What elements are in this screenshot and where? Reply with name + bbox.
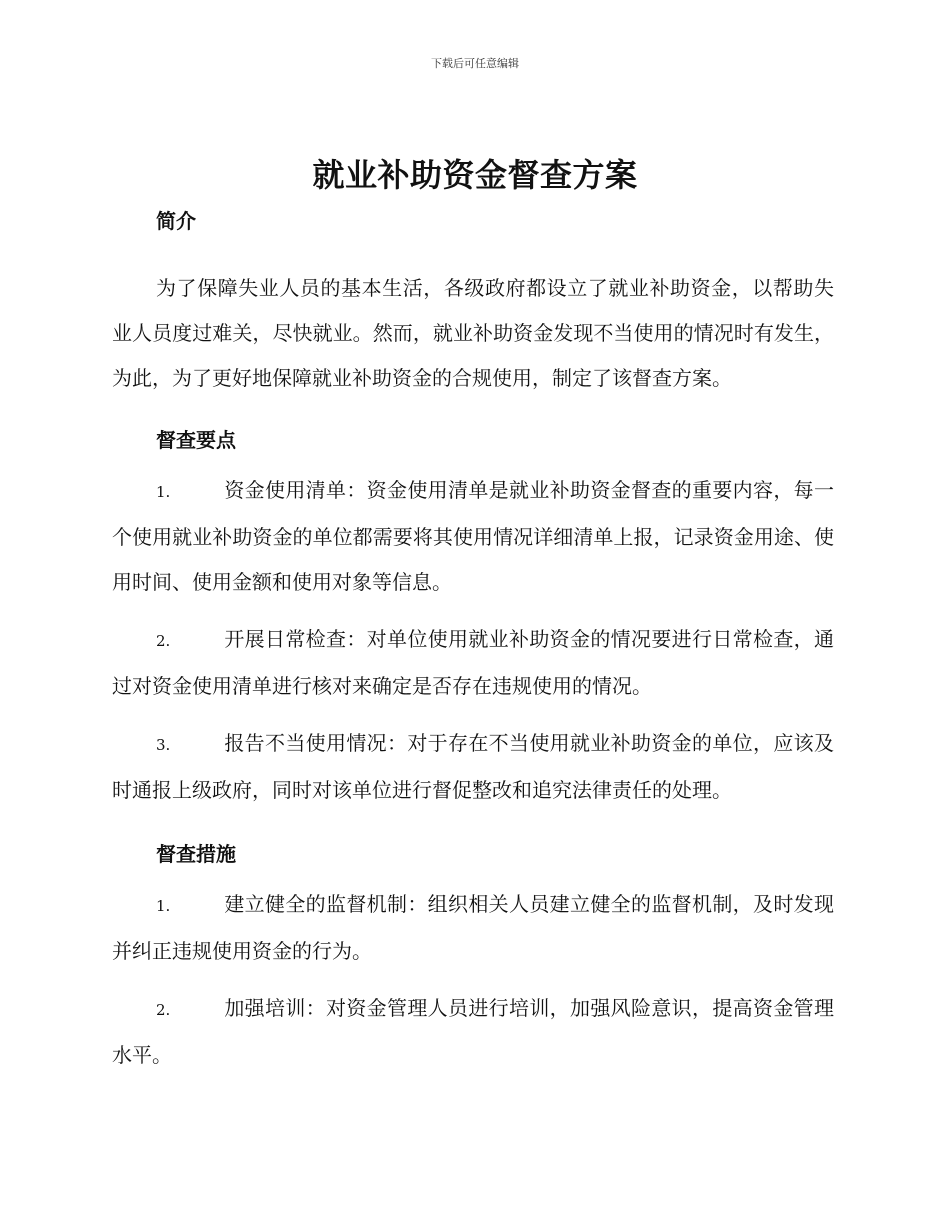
item-number: 3. xyxy=(156,736,171,754)
section-heading-intro: 简介 xyxy=(156,209,196,233)
item-text: 加强培训：对资金管理人员进行培训，加强风险意识，提高资金管理水平。 xyxy=(112,996,834,1067)
item-text: 报告不当使用情况：对于存在不当使用就业补助资金的单位，应该及时通报上级政府，同时对该单位进行督促整改和追究法律责任的处理。 xyxy=(112,731,834,802)
item-number: 2. xyxy=(156,1001,171,1019)
item-text: 开展日常检查：对单位使用就业补助资金的情况要进行日常检查，通过对资金使用清单进行核对来确定是否存在违规使用的情况。 xyxy=(112,627,834,698)
measure-item xyxy=(112,882,834,974)
section-heading-measures: 督查措施 xyxy=(156,842,236,866)
section-heading-key-points: 督查要点 xyxy=(156,428,236,452)
item-text: 资金使用清单：资金使用清单是就业补助资金督查的重要内容，每一个使用就业补助资金的单位都需要将其使用情况详细清单上报，记录资金用途、使用时间、使用金额和使用对象等信息。 xyxy=(112,478,834,594)
key-point-item xyxy=(112,721,834,813)
measure-item xyxy=(112,986,834,1078)
item-text: 建立健全的监督机制：组织相关人员建立健全的监督机制，及时发现并纠正违规使用资金的行为。 xyxy=(112,892,834,963)
key-point-item xyxy=(112,617,834,709)
item-number: 1. xyxy=(156,897,171,915)
key-point-item xyxy=(112,468,834,605)
intro-paragraph: 为了保障失业人员的基本生活，各级政府都设立了就业补助资金，以帮助失业人员度过难关，尽快就业。然而，就业补助资金发现不当使用的情况时有发生，为此，为了更好地保障就业补助资金的合规使用，制定了该督查方案。 xyxy=(112,276,834,390)
document-title: 就业补助资金督查方案 xyxy=(312,156,638,194)
header-note: 下载后可任意编辑 xyxy=(431,57,519,70)
item-number: 1. xyxy=(156,483,171,501)
document-body xyxy=(112,205,834,1078)
item-number: 2. xyxy=(156,632,171,650)
